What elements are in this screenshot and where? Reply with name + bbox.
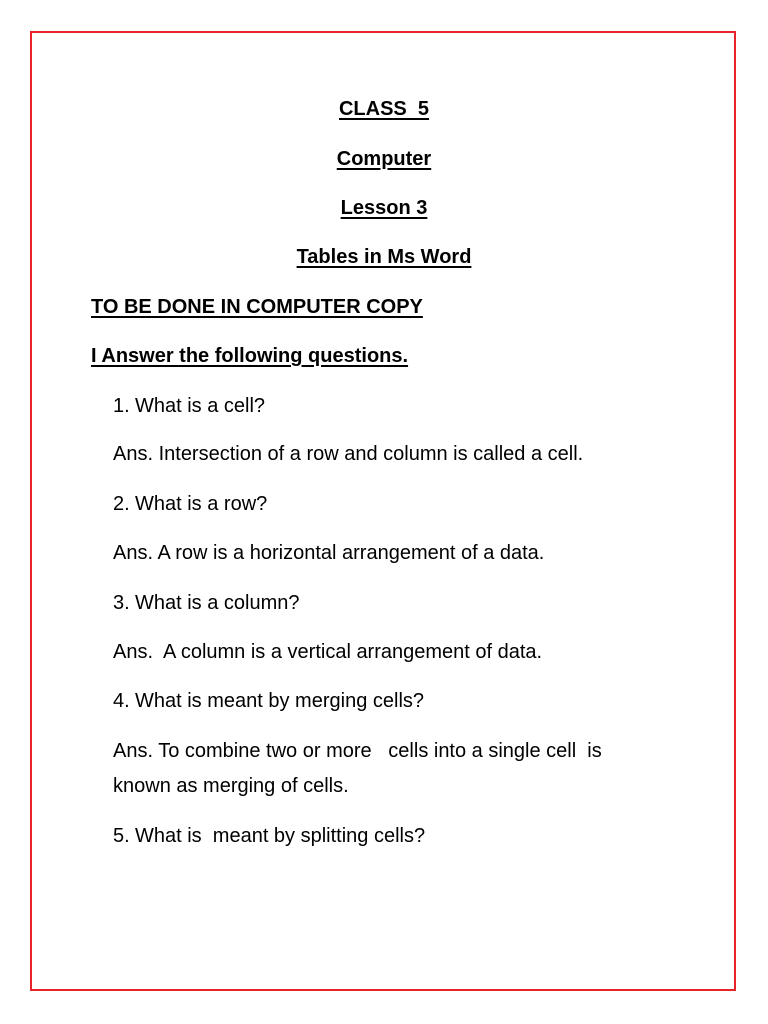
question-4 xyxy=(113,689,424,713)
answer-4-line-1: Ans. To combine two or more cells into a single cell is xyxy=(113,740,602,762)
question-5 xyxy=(113,824,425,848)
answer-2: Ans. A row is a horizontal arrangement of a data. xyxy=(113,542,545,564)
answer-3: Ans. A column is a vertical arrangement of data. xyxy=(113,641,543,663)
question-number: 2. xyxy=(113,493,130,515)
topic-heading: Tables in Ms Word xyxy=(296,246,472,268)
question-number: 5. xyxy=(113,825,130,847)
subject-heading: Computer xyxy=(336,148,432,170)
question-number: 4. xyxy=(113,690,130,712)
section-heading: I Answer the following questions. xyxy=(91,345,409,367)
instruction-heading: TO BE DONE IN COMPUTER COPY xyxy=(91,296,423,318)
class-heading: CLASS 5 xyxy=(338,98,430,120)
answer-4-line-2: known as merging of cells. xyxy=(113,775,349,797)
question-text: What is a cell? xyxy=(135,395,266,417)
question-number: 1. xyxy=(113,395,130,417)
question-text: What is a row? xyxy=(135,493,268,515)
question-text: What is meant by splitting cells? xyxy=(135,825,426,847)
question-3 xyxy=(113,591,300,615)
question-2 xyxy=(113,492,267,516)
question-text: What is a column? xyxy=(135,592,300,614)
question-number: 3. xyxy=(113,592,130,614)
lesson-heading: Lesson 3 xyxy=(340,197,428,219)
answer-1: Ans. Intersection of a row and column is called a cell. xyxy=(113,443,584,465)
question-text: What is meant by merging cells? xyxy=(135,690,425,712)
question-1 xyxy=(113,394,265,418)
